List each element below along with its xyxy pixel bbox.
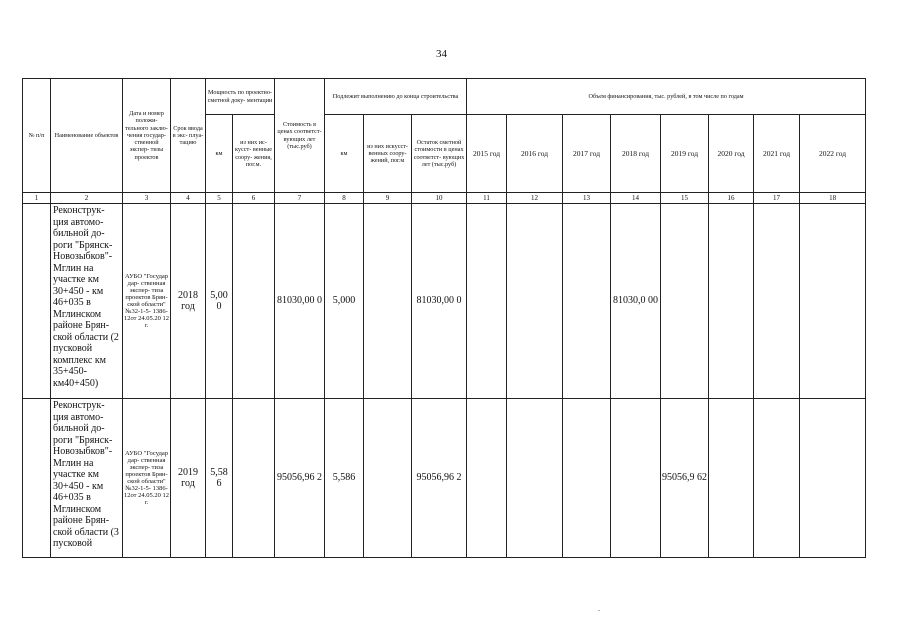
- cell-fin-2015: [467, 399, 507, 558]
- col-header-year-2019: 2019 год: [661, 115, 709, 193]
- col-header-year-2021: 2021 год: [754, 115, 800, 193]
- col-header-km: км: [206, 115, 233, 193]
- col-header-term: Срок ввода в экс- плуа- тацию: [171, 79, 206, 193]
- cell-fin-2015: [467, 204, 507, 399]
- col-header-artificial: из них ис- кусст- венные соору- жения, пог.м.: [233, 115, 275, 193]
- col-header-financing: Объем финансирования, тыс. рублей, в том числе по годам: [467, 79, 866, 115]
- cell-fin-2019: [661, 204, 709, 399]
- cell-fin-2022: [800, 204, 866, 399]
- header-row-1: [23, 79, 866, 115]
- cell-fin-2018: [611, 399, 661, 558]
- cell-km-2: 5,000: [325, 204, 364, 399]
- col-header-year-2017: 2017 год: [563, 115, 611, 193]
- column-number: 8: [325, 193, 364, 204]
- cell-fin-2016: [507, 399, 563, 558]
- column-number: 15: [661, 193, 709, 204]
- cell-fin-2017: [563, 204, 611, 399]
- column-number: 3: [123, 193, 171, 204]
- stray-mark: .: [598, 604, 600, 613]
- cell-cost: 95056,96 2: [275, 399, 325, 558]
- cell-fin-2021: [754, 399, 800, 558]
- cell-fin-2019: 95056,9 62: [661, 399, 709, 558]
- cell-remainder: 81030,00 0: [412, 204, 467, 399]
- col-header-conclusion: Дата и номер положи- тельного заклю- чения государ- ственной экспер- тизы проектов: [123, 79, 171, 193]
- cell-km: 5,00 0: [206, 204, 233, 399]
- col-header-year-2022: 2022 год: [800, 115, 866, 193]
- table-row: [23, 399, 866, 558]
- cell-km-2: 5,586: [325, 399, 364, 558]
- col-header-year-2016: 2016 год: [507, 115, 563, 193]
- column-number: 5: [206, 193, 233, 204]
- column-number: 16: [709, 193, 754, 204]
- cell-object-name: Реконструк- ция автомо- бильной до- роги "Брянск- Новозыбков"- Мглин на участке км 30+450 - км 46+035 в Мглинском районе Брян- ской области (3 пусковой: [53, 400, 119, 549]
- cell-fin-2020: [709, 204, 754, 399]
- col-header-capacity: Мощность по проектно- сметной доку- ментации: [206, 79, 275, 115]
- col-header-year-2015: 2015 год: [467, 115, 507, 193]
- column-number: 6: [233, 193, 275, 204]
- cell-term: 2018 год: [171, 204, 206, 399]
- column-number-row: [23, 193, 866, 204]
- cell-fin-2021: [754, 204, 800, 399]
- cell-artificial-2: [364, 204, 412, 399]
- col-header-year-2018: 2018 год: [611, 115, 661, 193]
- cell-fin-2022: [800, 399, 866, 558]
- cell-km: 5,58 6: [206, 399, 233, 558]
- cell-no: [23, 204, 51, 399]
- column-number: 1: [23, 193, 51, 204]
- column-number: 10: [412, 193, 467, 204]
- column-number: 12: [507, 193, 563, 204]
- col-header-remainder: Остаток сметной стоимости в ценах соответст- вующих лет (тыс.руб): [412, 115, 467, 193]
- col-header-name: Наименование объектов: [51, 79, 123, 193]
- cell-object-name-wrap: [51, 399, 123, 558]
- cell-cost: 81030,00 0: [275, 204, 325, 399]
- cell-conclusion: АУБО "Государ дар- ственная экспер- тиза проектов Брян- ской области" №32-1-5- 1386- 12от 24.05.20 12 г.: [123, 399, 171, 558]
- column-number: 13: [563, 193, 611, 204]
- col-header-year-2020: 2020 год: [709, 115, 754, 193]
- financing-table: [22, 78, 866, 558]
- column-number: 7: [275, 193, 325, 204]
- cell-term: 2019 год: [171, 399, 206, 558]
- column-number: 9: [364, 193, 412, 204]
- col-header-subject: Подлежит выполнению до конца строительства: [325, 79, 467, 115]
- col-header-cost: Стоимость в ценах соответст- вующих лет (тыс.руб): [275, 79, 325, 193]
- cell-artificial-2: [364, 399, 412, 558]
- cell-remainder: 95056,96 2: [412, 399, 467, 558]
- col-header-artificial-2: из них искусст- венных соору- жений, пог.м: [364, 115, 412, 193]
- cell-fin-2016: [507, 204, 563, 399]
- cell-no: [23, 399, 51, 558]
- column-number: 18: [800, 193, 866, 204]
- cell-fin-2020: [709, 399, 754, 558]
- cell-fin-2018: 81030,0 00: [611, 204, 661, 399]
- column-number: 2: [51, 193, 123, 204]
- cell-object-name: Реконструк- ция автомо- бильной до- роги "Брянск- Новозыбков"- Мглин на участке км 30+450 - км 46+035 в Мглинском районе Брян- ской области (2 пусковой комплекс км 35+450- км40+450): [51, 204, 123, 399]
- cell-artificial: [233, 204, 275, 399]
- cell-fin-2017: [563, 399, 611, 558]
- column-number: 4: [171, 193, 206, 204]
- column-number: 14: [611, 193, 661, 204]
- cell-artificial: [233, 399, 275, 558]
- col-header-km-2: км: [325, 115, 364, 193]
- page-number: 34: [436, 48, 447, 60]
- column-number: 11: [467, 193, 507, 204]
- col-header-no: № п/п: [23, 79, 51, 193]
- column-number: 17: [754, 193, 800, 204]
- table-row: [23, 204, 866, 399]
- cell-conclusion: АУБО "Государ дар- ственная экспер- тиза проектов Брян- ской области" №32-1-5- 1386- 12от 24.05.20 12 г.: [123, 204, 171, 399]
